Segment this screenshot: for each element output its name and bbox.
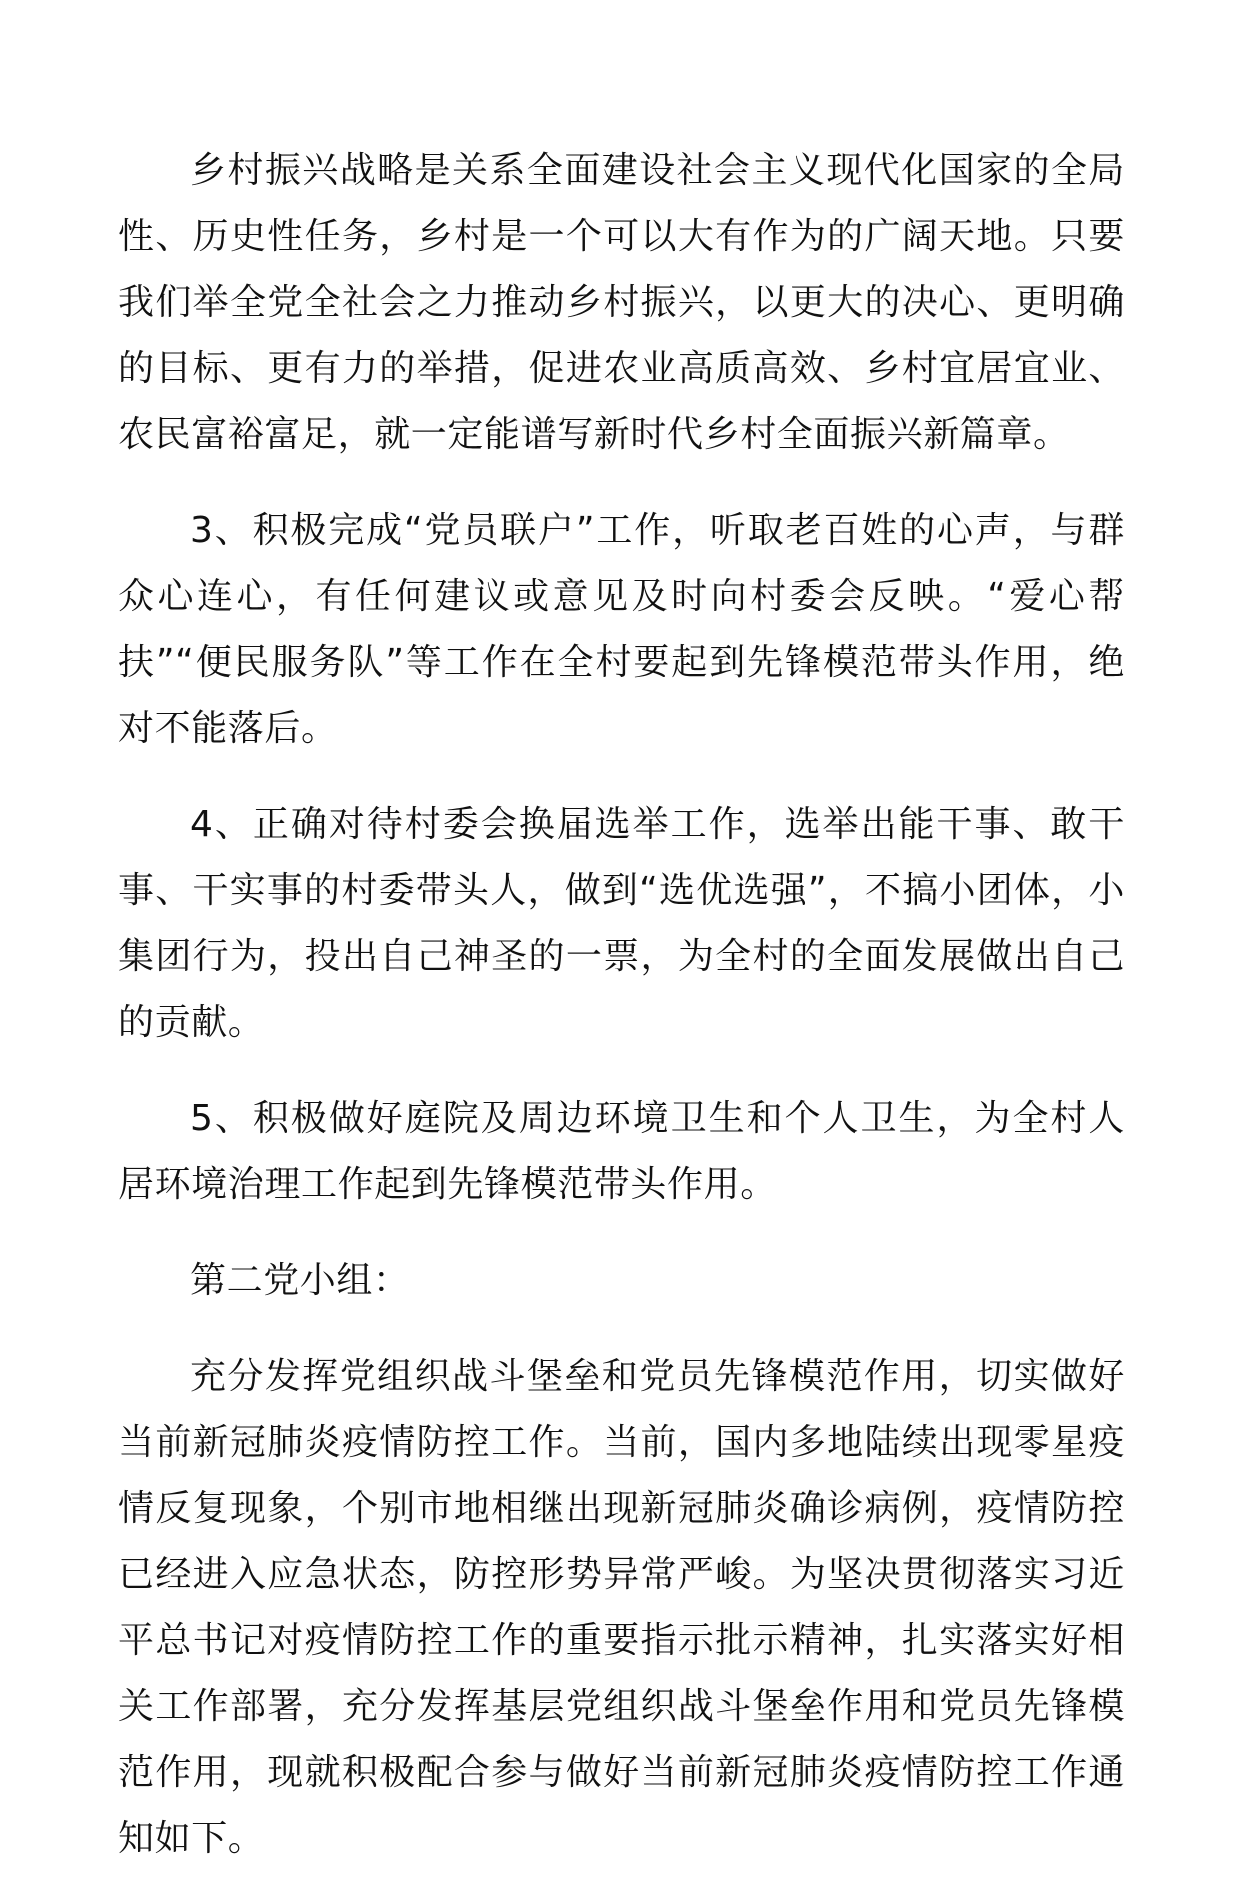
section-heading-second-party-group: 第二党小组： (190, 1260, 410, 1301)
paragraph-epidemic-prevention: 充分发挥党组织战斗堡垒和党员先锋模范作用，切实做好当前新冠肺炎疫情防控工作。当前，国内多地陆续出现零星疫情反复现象，个别市地相继出现新冠肺炎确诊病例，疫情防控已经进入应急状态，防控形势异常严峻。为坚决贯彻落实习近平总书记对疫情防控工作的重要指示批示精神，扎实落实好相关工作部署，充分发挥基层党组织战斗堡垒作用和党员先锋模范作用，现就积极配合参与做好当前新冠肺炎疫情防控工作通知如下。 (118, 1356, 1125, 1859)
document-body (118, 138, 1125, 1902)
paragraph-rural-revitalization: 乡村振兴战略是关系全面建设社会主义现代化国家的全局性、历史性任务，乡村是一个可以大有作为的广阔天地。只要我们举全党全社会之力推动乡村振兴，以更大的决心、更明确的目标、更有力的举措，促进农业高质高效、乡村宜居宜业、农民富裕富足，就一定能谱写新时代乡村全面振兴新篇章。 (118, 150, 1125, 455)
paragraph-item-4: 4、正确对待村委会换届选举工作，选举出能干事、敢干事、干实事的村委带头人，做到“选优选强”，不搞小团体，小集团行为，投出自己神圣的一票，为全村的全面发展做出自己的贡献。 (118, 804, 1125, 1043)
paragraph-item-3: 3、积极完成“党员联户”工作，听取老百姓的心声，与群众心连心，有任何建议或意见及时向村委会反映。“爱心帮扶”“便民服务队”等工作在全村要起到先锋模范带头作用，绝对不能落后。 (118, 510, 1125, 749)
paragraph-item-5: 5、积极做好庭院及周边环境卫生和个人卫生，为全村人居环境治理工作起到先锋模范带头作用。 (118, 1098, 1125, 1205)
